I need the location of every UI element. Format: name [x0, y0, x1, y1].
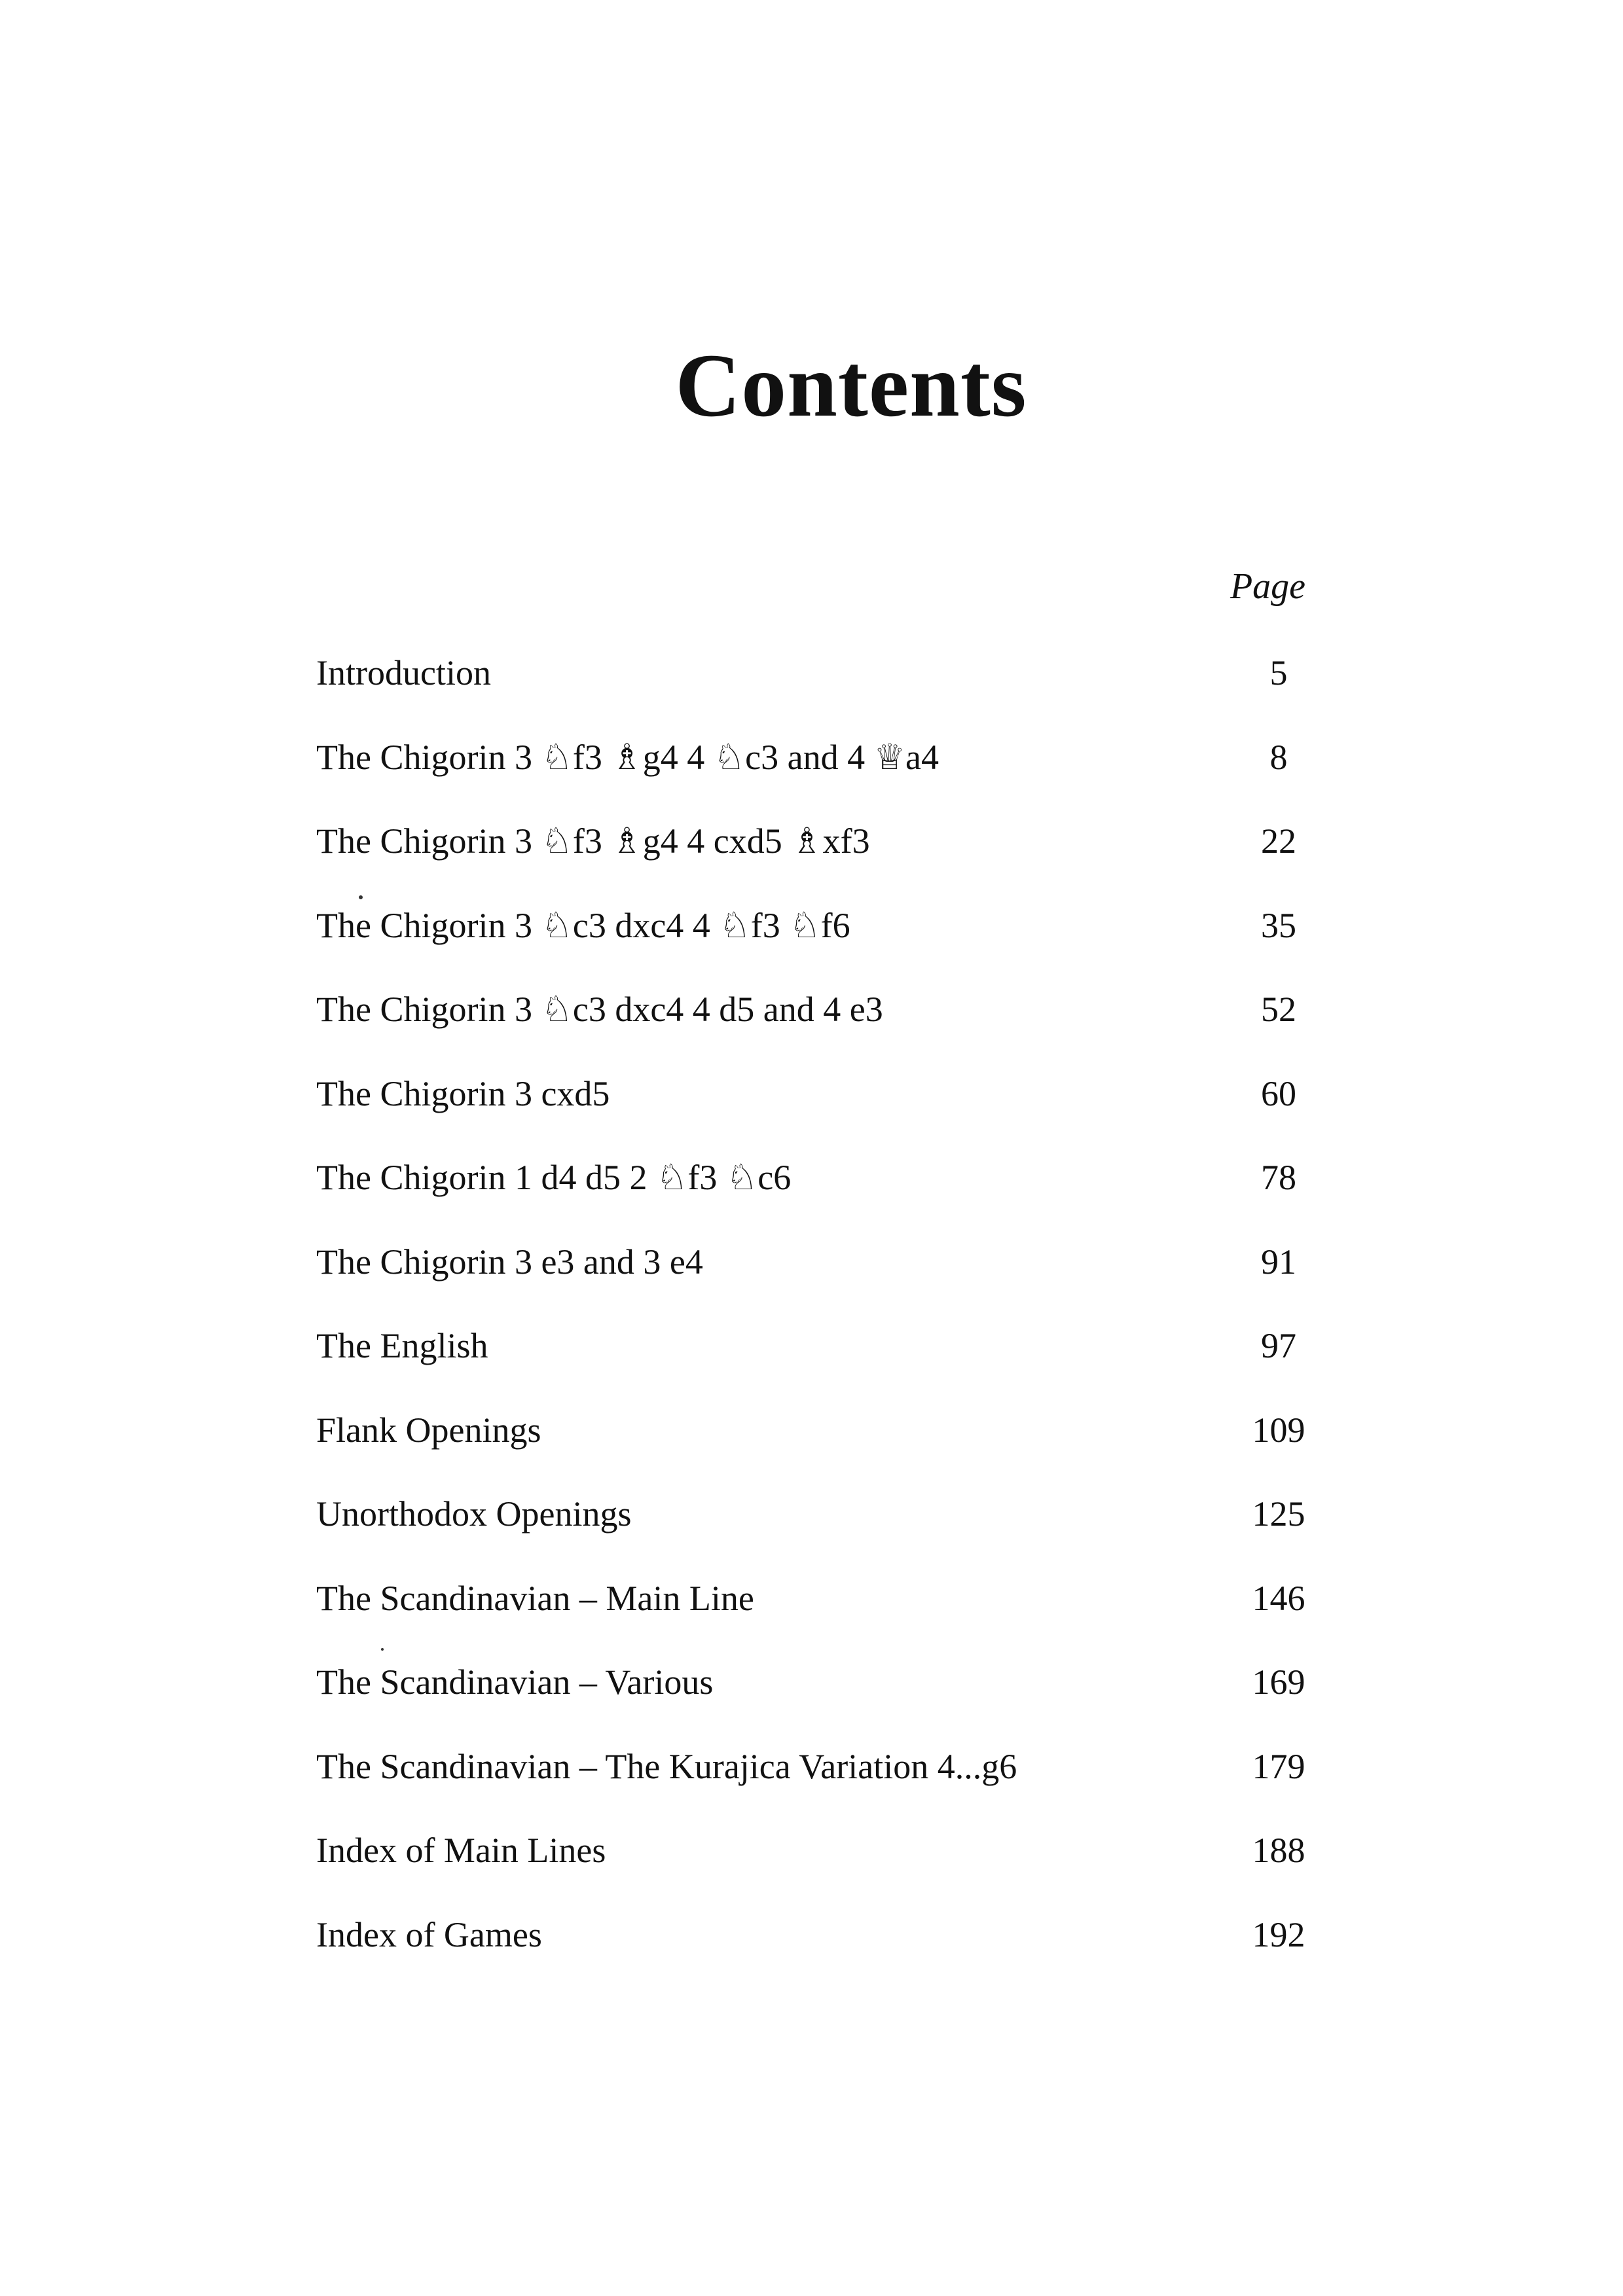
toc-entry-title: The English	[316, 1326, 488, 1365]
scan-speck	[359, 895, 363, 899]
toc-entry-title: Introduction	[316, 653, 491, 692]
toc-entry-page: 146	[1252, 1578, 1305, 1618]
toc-entry-title: Unorthodox Openings	[316, 1494, 632, 1534]
table-of-contents	[316, 653, 1324, 1999]
toc-entry-title: Index of Main Lines	[316, 1831, 606, 1870]
page-column-label: Page	[1230, 566, 1305, 607]
toc-entry-title: Flank Openings	[316, 1410, 541, 1450]
toc-entry-page: 78	[1261, 1158, 1296, 1197]
toc-entry	[316, 1494, 1324, 1579]
toc-entry	[316, 1410, 1324, 1495]
toc-entry-title: Index of Games	[316, 1914, 542, 1954]
toc-entry	[316, 1579, 1324, 1663]
toc-entry	[316, 1074, 1324, 1158]
toc-entry	[316, 990, 1324, 1074]
toc-entry	[316, 1747, 1324, 1831]
toc-entry-page: 109	[1252, 1410, 1305, 1450]
toc-entry-page: 35	[1261, 905, 1296, 945]
toc-entry	[316, 1326, 1324, 1410]
toc-entry-page: 192	[1252, 1914, 1305, 1954]
toc-entry-title: The Scandinavian – Main Line	[316, 1578, 754, 1618]
toc-entry-page: 91	[1261, 1242, 1296, 1282]
toc-entry-title: The Chigorin 3 ♘f3 ♗g4 4 ♘c3 and 4 ♕a4	[316, 737, 939, 777]
toc-entry	[316, 653, 1324, 738]
toc-entry-page: 179	[1252, 1746, 1305, 1786]
toc-entry	[316, 738, 1324, 822]
toc-entry-page: 125	[1252, 1494, 1305, 1534]
toc-entry-page: 52	[1261, 990, 1296, 1029]
toc-entry-title: The Chigorin 1 d4 d5 2 ♘f3 ♘c6	[316, 1158, 792, 1197]
toc-entry-page: 5	[1269, 653, 1288, 692]
toc-entry-title: The Chigorin 3 ♘c3 dxc4 4 ♘f3 ♘f6	[316, 905, 850, 945]
toc-entry	[316, 906, 1324, 990]
toc-entry	[316, 1915, 1324, 2000]
toc-entry-title: The Chigorin 3 cxd5	[316, 1073, 610, 1113]
toc-entry-page: 188	[1252, 1831, 1305, 1870]
toc-entry-page: 22	[1261, 821, 1296, 861]
toc-entry-page: 169	[1252, 1662, 1305, 1702]
toc-entry-title: The Chigorin 3 e3 and 3 e4	[316, 1242, 703, 1282]
toc-entry-title: The Chigorin 3 ♘c3 dxc4 4 d5 and 4 e3	[316, 990, 883, 1029]
scan-speck	[381, 1648, 384, 1651]
page-title: Contents	[675, 335, 1027, 435]
toc-entry	[316, 821, 1324, 906]
toc-entry	[316, 1242, 1324, 1327]
toc-entry-page: 60	[1261, 1073, 1296, 1113]
toc-entry	[316, 1831, 1324, 1915]
toc-entry	[316, 1662, 1324, 1747]
toc-entry-title: The Scandinavian – The Kurajica Variation 4...g6	[316, 1746, 1017, 1786]
toc-entry-page: 8	[1269, 737, 1288, 777]
toc-entry-title: The Scandinavian – Various	[316, 1662, 714, 1702]
toc-entry-page: 97	[1261, 1326, 1296, 1365]
toc-entry	[316, 1158, 1324, 1242]
toc-entry-title: The Chigorin 3 ♘f3 ♗g4 4 cxd5 ♗xf3	[316, 821, 870, 861]
